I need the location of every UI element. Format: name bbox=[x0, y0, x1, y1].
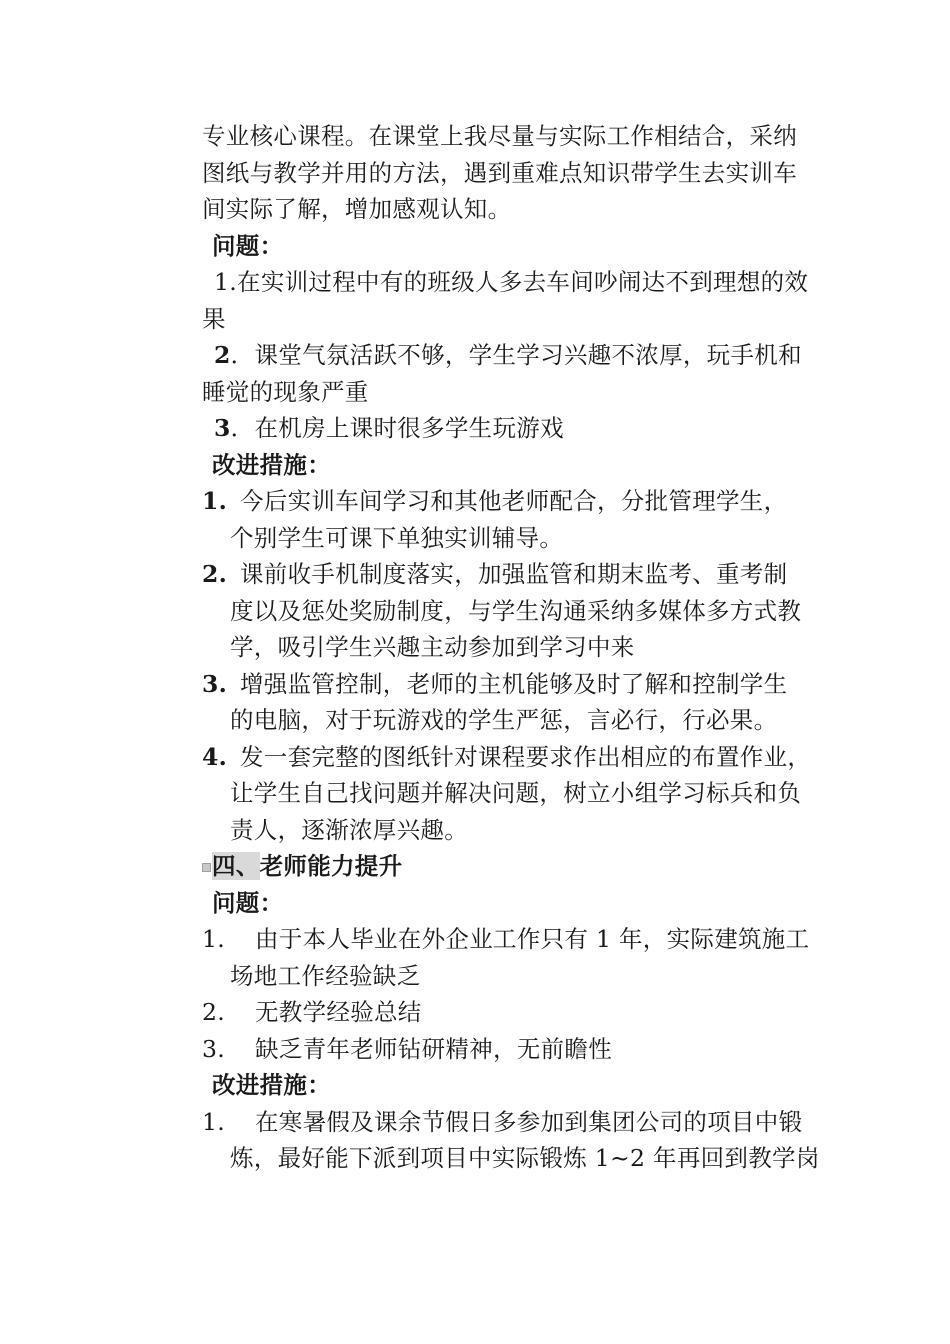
measure-number: 2. bbox=[202, 560, 228, 588]
problem-text: 2．课堂气氛活跃不够，学生学习兴趣不浓厚，玩手机和 bbox=[214, 341, 802, 369]
problem-text: 3．在机房上课时很多学生玩游戏 bbox=[214, 414, 564, 442]
problem-item bbox=[202, 1031, 812, 1068]
measure-item bbox=[202, 666, 812, 739]
measure-text: 度以及惩处奖励制度，与学生沟通采纳多媒体多方式教 bbox=[230, 596, 802, 625]
problem-item bbox=[202, 994, 812, 1031]
measure-text: 增强监管控制，老师的主机能够及时了解和控制学生 bbox=[240, 669, 788, 698]
problem-number: 1. bbox=[202, 925, 226, 953]
problem-text: 无教学经验总结 bbox=[255, 998, 422, 1026]
measure-text: 让学生自己找问题并解决问题，树立小组学习标兵和负 bbox=[230, 779, 802, 807]
measure-item bbox=[202, 1104, 820, 1177]
measure-text: 在寒暑假及课余节假日多参加到集团公司的项目中锻 bbox=[255, 1107, 803, 1136]
problem-number: 3 bbox=[214, 414, 231, 442]
measure-item bbox=[202, 739, 812, 849]
measure-text: 炼，最好能下派到项目中实际锻炼 1~2 年再回到教学岗 bbox=[230, 1144, 820, 1172]
problem-item bbox=[202, 410, 812, 447]
intro-line: 专业核心课程。在课堂上我尽量与实际工作相结合，采纳 bbox=[202, 122, 797, 150]
intro-line: 图纸与教学并用的方法，遇到重难点知识带学生去实训车 bbox=[202, 158, 797, 187]
measure-text: 学，吸引学生兴趣主动参加到学习中来 bbox=[230, 633, 635, 661]
problem-item bbox=[202, 264, 812, 337]
measures-heading: 改进措施： bbox=[212, 1071, 331, 1099]
problem-text: 睡觉的现象严重 bbox=[202, 377, 369, 406]
problem-number: 2. bbox=[202, 998, 226, 1026]
problem-text: 缺乏青年老师钻研精神，无前瞻性 bbox=[255, 1034, 612, 1063]
measure-number: 4. bbox=[202, 742, 228, 771]
problems-heading: 问题： bbox=[212, 231, 284, 260]
intro-paragraph bbox=[202, 118, 812, 228]
measure-text: 课前收手机制度落实，加强监管和期末监考、重考制 bbox=[240, 560, 788, 588]
measures-heading: 改进措施： bbox=[212, 450, 331, 479]
measure-text: 个别学生可课下单独实训辅导。 bbox=[230, 523, 564, 552]
paragraph-mark-icon bbox=[202, 863, 211, 872]
measure-text: 责人，逐渐浓厚兴趣。 bbox=[230, 815, 468, 844]
intro-line: 间实际了解，增加感观认知。 bbox=[202, 195, 512, 223]
problems-heading: 问题： bbox=[212, 888, 284, 917]
problem-number: 2 bbox=[214, 341, 231, 369]
measure-number: 1. bbox=[202, 487, 228, 515]
measure-text: 今后实训车间学习和其他老师配合，分批管理学生， bbox=[240, 487, 788, 515]
measure-text: 发一套完整的图纸针对课程要求作出相应的布置作业， bbox=[240, 742, 812, 771]
problem-text: 由于本人毕业在外企业工作只有 1 年，实际建筑施工 bbox=[255, 925, 810, 953]
measure-number: 1. bbox=[202, 1107, 226, 1136]
problem-item bbox=[202, 921, 812, 994]
problem-text: 果 bbox=[202, 304, 226, 333]
measure-item bbox=[202, 556, 812, 666]
section-title: 老师能力提升 bbox=[259, 852, 403, 880]
measure-number: 3. bbox=[202, 669, 228, 698]
problem-number: 3. bbox=[202, 1034, 226, 1063]
problem-number: 1. bbox=[214, 268, 238, 296]
problem-text: 场地工作经验缺乏 bbox=[230, 961, 421, 990]
problem-item bbox=[202, 337, 812, 410]
document-body bbox=[202, 118, 820, 1177]
section-heading bbox=[202, 848, 812, 885]
problem-text: 1.在实训过程中有的班级人多去车间吵闹达不到理想的效 bbox=[214, 268, 809, 296]
measure-item bbox=[202, 483, 812, 556]
measure-text: 的电脑，对于玩游戏的学生严惩，言必行，行必果。 bbox=[230, 706, 778, 734]
section-number: 四、 bbox=[212, 852, 260, 880]
